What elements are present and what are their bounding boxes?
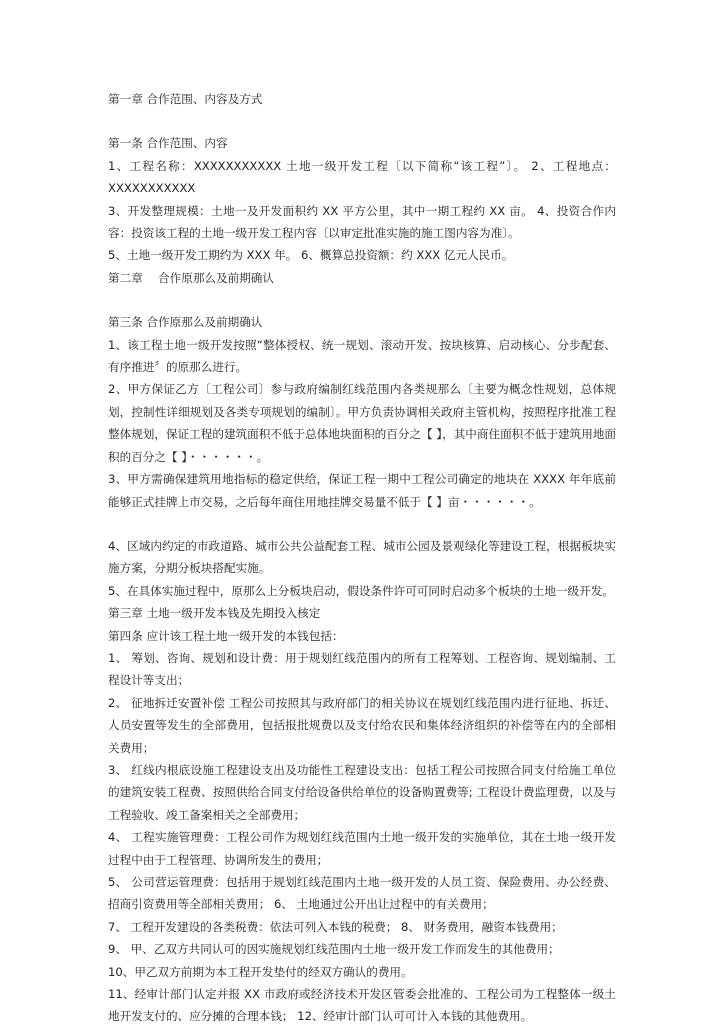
paragraph: 5、 公司营运管理费：包括用于规划红线范围内土地一级开发的人员工资、保险费用、办公经费、招商引资费用等全部相关费用； 6、 土地通过公开出让过程中的有关费用； xyxy=(108,875,616,912)
article-4-heading: 第四条 应计该工程土地一级开发的本钱包括： xyxy=(108,628,344,643)
paragraph: 4、区域内约定的市政道路、城市公共公益配套工程、城市公园及景观绿化等建设工程，根据板块实施方案，分期分板块搭配实施。 xyxy=(108,538,616,576)
paragraph: 1、 筹划、咨询、规划和设计费：用于规划红线范围内的所有工程筹划、工程咨询、规划编制、工程设计等支出； xyxy=(108,650,616,688)
paragraph: 5、在具体实施过程中，原那么上分板块启动，假设条件许可可同时启动多个板块的土地一级开发。 xyxy=(108,583,614,598)
article-1-heading: 第一条 合作范围、内容 xyxy=(108,136,228,151)
paragraph: 11、经审计部门认定并报 XX 市政府或经济技术开发区管委会批准的、工程公司为工程整体一级土地开发支付的、应分摊的合理本钱； 12、经审计部门认可可计入本钱的其他费用。 xyxy=(108,987,616,1024)
paragraph: 2、甲方保证乙方〔工程公司〕参与政府编制红线范围内各类规那么〔主要为概念性规划，总体规划，控制性详细规划及各类专项规划的编制〕。甲方负责协调相关政府主管机构，按照程序批准工程整体规划，保证工程的建筑面积不低于总体地块面积的百分之【 】，其中商住面积不低于建筑用地面积的百分之【 】・・・・・・。 xyxy=(108,382,617,464)
article-3-heading: 第三条 合作原那么及前期确认 xyxy=(108,315,263,330)
spacer xyxy=(108,289,616,311)
paragraph: 10、甲乙双方前期为本工程开发垫付的经双方确认的费用。 xyxy=(108,964,413,979)
chapter-1-heading: 第一章 合作范围、内容及方式 xyxy=(108,92,263,106)
paragraph: 1、该工程土地一级开发按照“整体授权、统一规划、滚动开发、按块核算、启动核心、分步配套、有序推进〞的原那么进行。 xyxy=(108,337,616,375)
paragraph: 2、 征地拆迁安置补偿 工程公司按照其与政府部门的相关协议在规划红线范围内进行征地、拆迁、人员安置等发生的全部费用，包括报批规费以及支付给农民和集体经济组织的补偿等在内的全部相关费用； xyxy=(108,695,616,755)
spacer xyxy=(108,110,616,132)
paragraph: 7、 工程开发建设的各类税费：依法可列入本钱的税费； 8、 财务费用，融资本钱费用； xyxy=(108,919,563,934)
paragraph: 4、 工程实施管理费：工程公司作为规划红线范围内土地一级开发的实施单位，其在土地一级开发过程中由于工程管理、协调所发生的费用； xyxy=(108,830,616,867)
chapter-3-heading: 第三章 土地一级开发本钱及先期投入核定 xyxy=(108,606,321,621)
paragraph: 3、 红线内根底设施工程建设支出及功能性工程建设支出：包括工程公司按照合同支付给施工单位的建筑安装工程费、按照供给合同支付给设备供给单位的设备购置费等; 工程设计费监理费，以及与工程验收、竣工备案相关之全部费用； xyxy=(108,762,616,822)
paragraph: 9、 甲、乙双方共同认可的因实施规划红线范围内土地一级开发工作而发生的其他费用； xyxy=(108,942,560,957)
paragraph: 1、工程名称：XXXXXXXXXXX 土地一级开发工程〔以下简称“该工程”〕。 2、工程地点：XXXXXXXXXXX xyxy=(108,158,616,196)
spacer xyxy=(108,513,616,535)
paragraph: 3、甲方需确保建筑用地指标的稳定供给，保证工程一期中工程公司确定的地块在 XXXX 年年底前能够正式挂牌上市交易，之后每年商住用地挂牌交易量不低于【 】亩・・・・・・。 xyxy=(108,472,616,509)
document-body xyxy=(108,88,616,1028)
paragraph: 3、开发整理规模：土地一及开发面积约 XX 平方公里，其中一期工程约 XX 亩。 4、投资合作内容：投资该工程的土地一级开发工程内容〔以审定批准实施的施工图内容为准〕。 xyxy=(108,203,616,241)
paragraph: 5、土地一级开发工期约为 XXX 年。 6、概算总投资额：约 XXX 亿元人民币。 xyxy=(108,248,514,263)
chapter-2-heading: 第二章 合作原那么及前期确认 xyxy=(108,270,274,285)
